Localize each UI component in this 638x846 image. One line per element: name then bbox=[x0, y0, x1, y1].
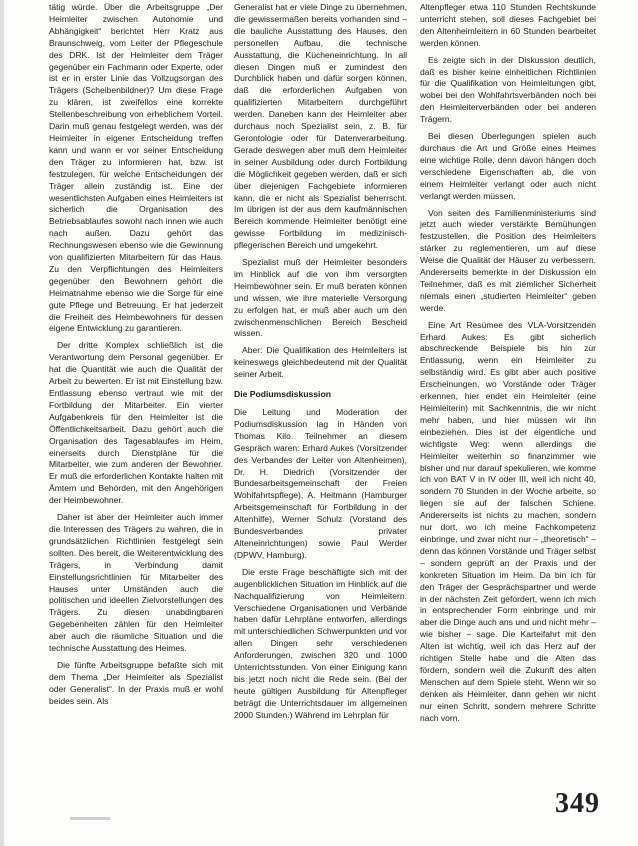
paragraph: Eine Art Resümee des VLA-Vorsitzenden Erhard Aukes: Es gibt sicherlich abschreckende Beispiele bis hin zur Entlassung, wenn ein Heimleiter zu selbständig wird. Es gibt aber auch positive Erscheinungen, wo Vorstände oder Träger erkennen, hier endet ein Heimleiter (eine Heimleiterin) mit Sachkenntnis, die wir nicht mehr haben, und hier müssen wir ihn einbeziehen. Dies ist der eigentliche und wichtigste Weg: wenn allerdings die Heimleiter weiterhin so finanzimmer wie bisher und nur darauf spekulieren, wie komme ich von BAT V in IV oder III, weil ich nicht 40, sondern 70 Stunden in der Woche arbeite, so liegen sie auf der falschen Schiene. Andererseits ist nichts zu machen, sondern nur dort, wo ich meine Fachkompetenz einbringe, und zwar nicht nur – „theoretisch“ – denn das können Vorstände und Träger selbst – sondern geprüft an der Praxis und der konkreten Situation im Heim. Da bin ich für den Träger der Gesprächspartner und werde in der nächsten Zeit gefordert, wenn ich mich in entsprechender Form einbringe und mir aber die Dinge auch ans und und nicht mehr – wie bisher – sage. Die Karteifahrt mit den Alten ist wichtig, weil ich das Herz auf der richtigen Stelle habe und die Alten das fördern, sondern weil die Zukunft des alten Menschen auf dem Spiele steht. Wenn wir so denken als Heimleiter, dann gehen wir nicht nur einen Schritt, sondern mehrere Schritte nach vorn. bbox=[420, 319, 596, 723]
paragraph: Spezialist muß der Heimleiter besonders im Hinblick auf die von ihm versorgten Heimbewohner sein. Er muß beraten können und wissen, wie ihre materielle Versorgung zu erfolgen hat, er muß aber auch um den zwischenmenschlichen Bereich Bescheid wissen. bbox=[234, 257, 407, 339]
paragraph: Altenpfleger etwa 110 Stunden Rechtskunde unterricht stehen, soll dieses Fachgebiet bei den Altenheimleitern in 60 Stunden bearbeitet werden können. bbox=[420, 2, 596, 48]
page-number: 349 bbox=[555, 788, 600, 819]
section-heading: Die Podiumsdiskussion bbox=[234, 389, 331, 400]
paragraph: Aber: Die Qualifikation des Heimleiters ist keineswegs gleichbedeutend mit der Qualität seiner Arbeit. bbox=[234, 345, 407, 380]
paragraph: Daher ist aber der Heimleiter auch immer die Interessen des Trägers zu wahren, die in grundsätzlichen Richtlinien festgelegt sein sollten. Des bereit, die Weiterentwicklung des Trägers, in Verbindung damit Einstellungsrichtlinien für Mitarbeiter des Hauses unter Umständen auch die politischen und ideellen Zielvorstellungen des Trägers. Zu diesen unabdingbaren Gegebenheiten zählen für den Heimleiter aber auch die räumliche Situation und die technische Ausstattung des Heimes. bbox=[49, 512, 223, 654]
paragraph: Es zeigte sich in der Diskussion deutlich, daß es bisher keine einheitlichen Richtlinien für die Qualifikation von Heimleitungen gibt, wobei bei den Wohlfahrtsverbänden noch bei den Heimleiterverbänden oder bei anderen Trägern. bbox=[420, 54, 596, 125]
scan-smudge bbox=[70, 817, 110, 820]
text-column-middle bbox=[234, 2, 407, 814]
paragraph: Die Leitung und Moderation der Podiumsdiskussion lag in Händen von Thomas Kilo. Teilnehmer an diesem Gespräch waren: Erhard Aukes (Vorsitzender des Verbandes der Leiter von Altenheimen), Dr. H. Diedrich (Vorsitzender der Bundesarbeitsgemeinschaft der Freien Wohlfahrtspflege), A. Heitmann (Hamburger Arbeitsgemeinschaft für Fortbildung in der Altenhilfe), Werner Schulz (Vorstand des Bundesverbandes privater Alteneinrichtungen) sowie Paul Werder (DPWV, Hamburg). bbox=[234, 407, 407, 560]
scan-edge-shadow bbox=[0, 0, 4, 846]
paragraph: Generalist hat er viele Dinge zu übernehmen, die gewissermaßen bereits vorhanden sind – die bauliche Ausstattung des Hauses, den personellen Aufbau, die technische Ausstattung, die Kücheneinrichtung. In all diesen Dingen muß er zumindest den Durchblick haben und dafür sorgen können, daß die erforderlichen Aufgaben von qualifizierten Mitarbeitern durchgeführt werden. Daneben kann der Heimleiter aber durchaus noch Spezialist sein, z. B. für Gerontologie oder für Datenverarbeitung. Gerade deswegen aber muß dem Heimleiter in seiner Ausbildung oder durch Fortbildung die Möglichkeit gegeben werden, daß er sich über diejenigen Fachgebiete informieren kann, die er nicht als Spezialist beherrscht. Im übrigen ist der aus dem kaufmännischen Bereich kommende Heimleiter benötigt eine gewisse Fortbildung im medizinisch-pflegerischen Bereich und umgekehrt. bbox=[234, 2, 407, 251]
paragraph: Von seiten des Familienministeriums sind jetzt auch wieder verstärkte Bemühungen festzustellen, die Position des Heimleiters stärker zu reglementieren, um auf diese Weise die Qualität der Häuser zu verbessern. Andererseits bemerkte in der Diskussion ein Teilnehmer, daß es mit ziemlicher Sicherheit niemals einen „studierten Heimleiter“ geben werde. bbox=[420, 207, 596, 313]
paragraph: Die fünfte Arbeitsgruppe befaßte sich mit dem Thema „Der Heimleiter als Spezialist oder Generalist“. In der Praxis muß er wohl beides sein. Als bbox=[49, 659, 223, 706]
paragraph: Bei diesen Überlegungen spielen auch durchaus die Art und Größe eines Heimes eine wichtige Rolle, denn davon hängen doch verschiedene Eigenschaften ab, die von einem Heimleiter verlangt oder auch nicht verlangt werden müssen. bbox=[420, 131, 596, 201]
text-column-right bbox=[420, 2, 596, 814]
paragraph: Die erste Frage beschäftigte sich mit der augenblicklichen Situation im Hinblick auf die Nachqualifizierung von Heimleitern. Verschiedene Organisationen und Verbände haben dafür Lehrpläne entworfen, allerdings mit unterschiedlichen Schwerpunkten und vor allen Dingen sehr verschiedenen Anforderungen, zwischen 320 und 1000 Unterrichtsstunden. Von einer Einigung kann bis jetzt noch nicht die Rede sein. (Bei der heute gültigen Ausbildung für Altenpfleger beträgt die Unterrichtsdauer im allgemeinen 2000 Stunden.) Während im Lehrplan für bbox=[234, 566, 407, 720]
paragraph: Der dritte Komplex schließlich ist die Verantwortung dem Personal gegenüber. Er hat die Quantität wie auch die Qualität der Arbeit zu bewerten. Er ist mit Einstellung bzw. Entlassung ebenso vertraut wie mit der Fortbildung der Mitarbeiter. Ein vierter Aufgabenkreis für den Heimleiter ist die Öffentlichkeitsarbeit. Dazu gehört auch die Organisation des Tagesablaufes im Heim, einerseits durch Dienstpläne für die Mitarbeiter, wie zum anderen der Bewohner. Er muß die erforderlichen Kontakte halten mit Ämtern und Behörden, mit den Angehörigen der Heimbewohner. bbox=[49, 340, 223, 506]
text-column-left bbox=[49, 2, 223, 814]
paragraph: tätig würde. Über die Arbeitsgruppe „Der Heimleiter zwischen Autonomie und Abhängigkeit“ berichtet Herr Kratz aus Braunschweig, vom Leiter der Pflegeschule des DRK. Ist der Heimleiter dem Träger gegenüber ein Fachmann oder Experte, oder ist er in erster Linie das Vollzugsorgan des Trägers (Scheibenbildner)? Um diese Frage zu klären, ist zweifellos eine korrekte Stellenbeschreibung von erheblichem Vorteil. Darin muß genau festgelegt werden, was der Heimleiter in eigener Entscheidung treffen kann und wann er vor seiner Entscheidung den Träger zu informieren hat, bzw. ist festzulegen, für welche Entscheidungen der Träger allein zuständig ist. Eine der wesentlichsten Aufgaben eines Heimleiters ist sicherlich die Organisation des Betriebsablaufes sowohl nach innen wie auch nach außen. Dazu gehört das Rechnungswesen ebenso wie die Gewinnung von qualifizierten Mitarbeitern für das Haus. Zu den Verpflichtungen des Heimleiters gegenüber den Bewohnern gehört die Heimatnahme ebenso wie die Sorge für eine gute Pflege und Betreuung. Er hat jederzeit die Freiheit des Heimbewohners für dessen eigene Entwicklung zu garantieren. bbox=[49, 2, 223, 334]
